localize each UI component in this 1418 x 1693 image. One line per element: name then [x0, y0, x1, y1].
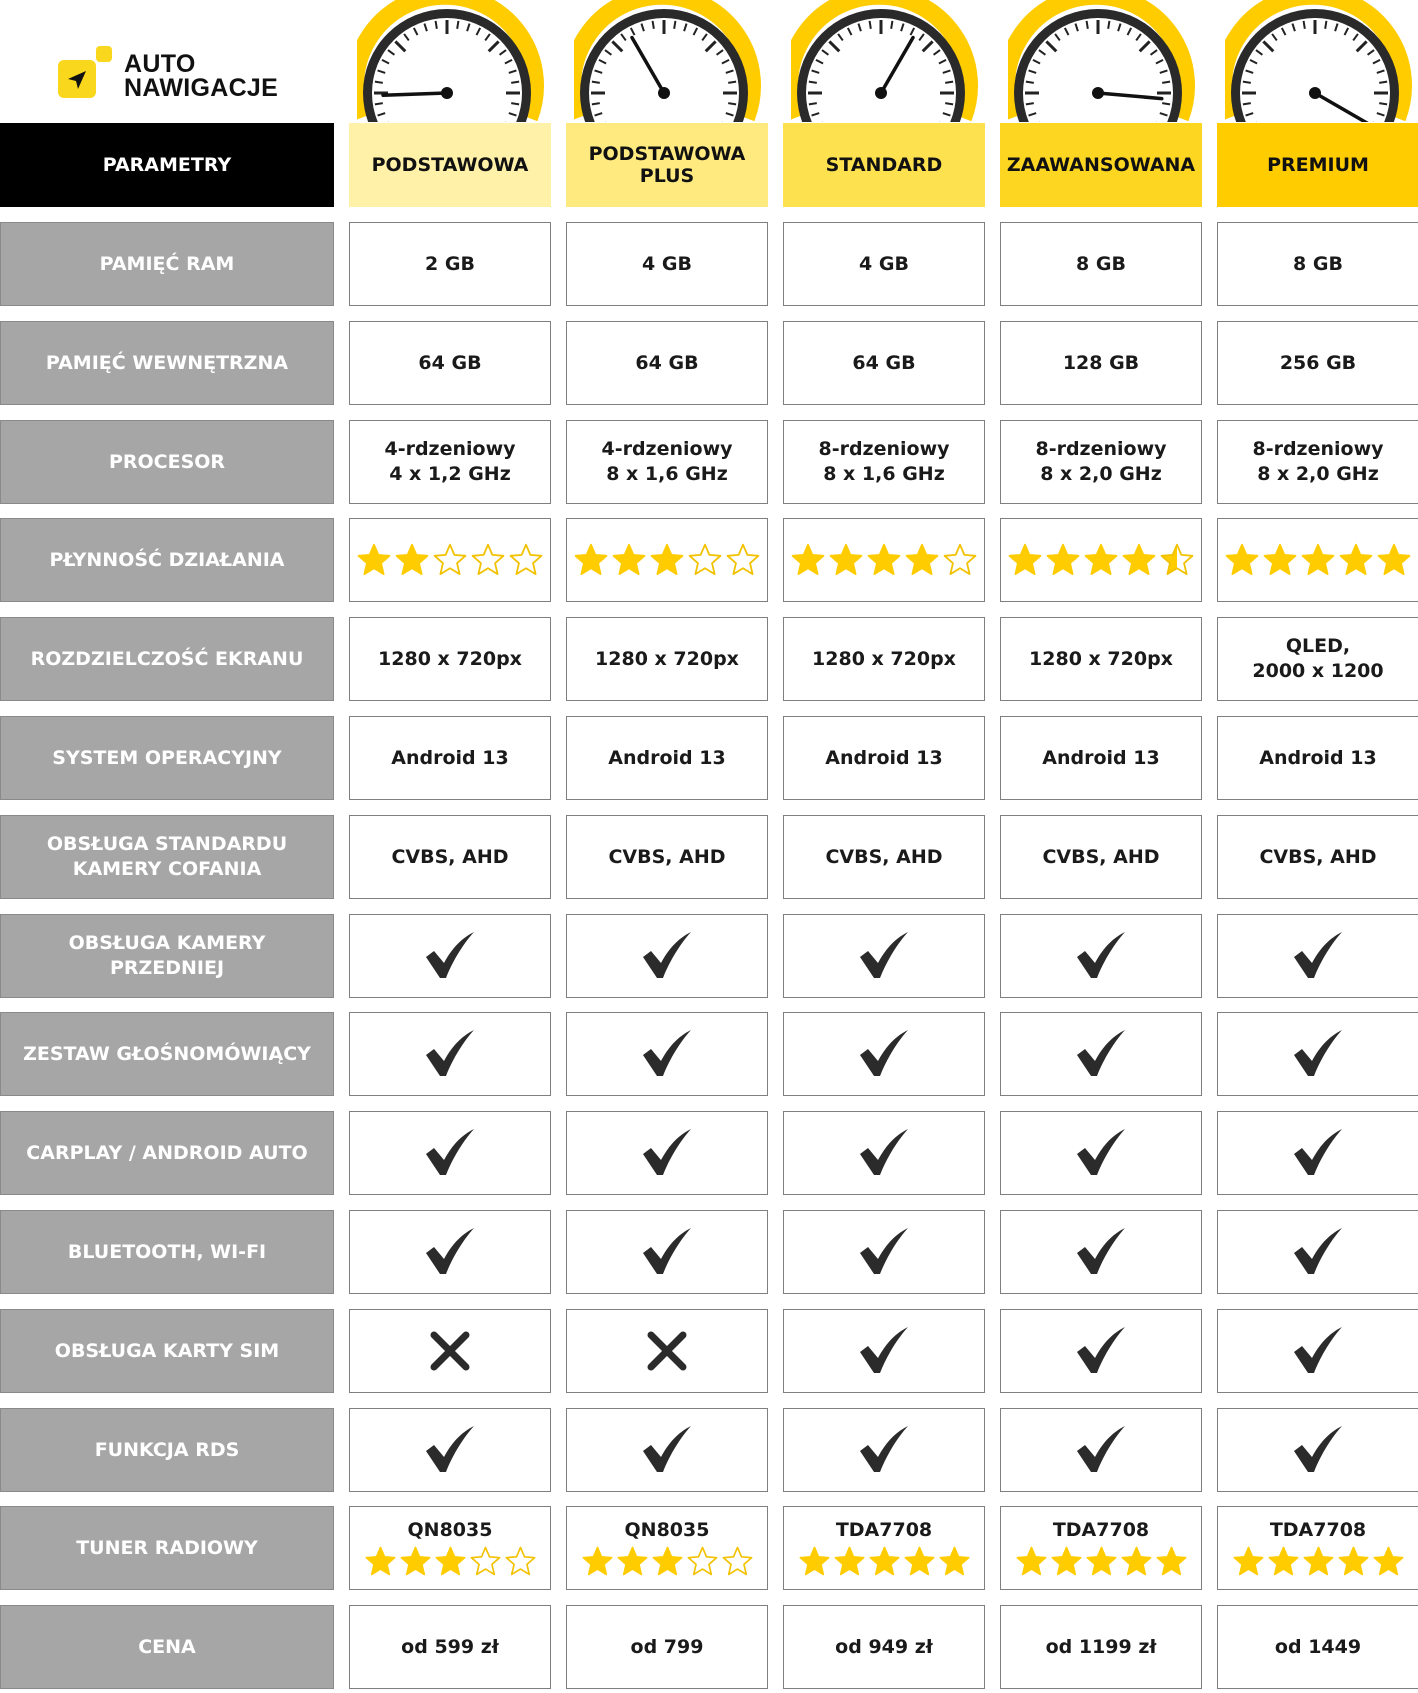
checkmark-icon: [1292, 1028, 1344, 1080]
value-text: 8 x 2,0 GHz: [1257, 463, 1379, 485]
value-cell: [1000, 1111, 1202, 1195]
value-cell: [566, 617, 768, 701]
value-text: Android 13: [608, 746, 726, 769]
star-full-icon: [1085, 1545, 1118, 1578]
value-text: 64 GB: [418, 351, 482, 374]
checkmark-icon: [858, 1028, 910, 1080]
star-rating: [1232, 1545, 1405, 1578]
value-cell: [349, 222, 551, 306]
star-full-icon: [866, 542, 902, 578]
value-text: 4 x 1,2 GHz: [389, 463, 511, 485]
tuner-model: TDA7708: [1269, 1519, 1367, 1541]
value-text: 1280 x 720px: [378, 647, 522, 670]
value-cell: [1000, 1506, 1202, 1590]
row-label: PAMIĘĆ RAM: [0, 222, 334, 306]
star-empty-icon: [504, 1545, 537, 1578]
row-label: ROZDZIELCZOŚĆ EKRANU: [0, 617, 334, 701]
value-cell: [566, 1506, 768, 1590]
value-cell: [1000, 222, 1202, 306]
column-header: PODSTAWOWA: [349, 123, 551, 207]
value-text: 2000 x 1200: [1252, 660, 1384, 682]
column-header: ZAAWANSOWANA: [1000, 123, 1202, 207]
value-cell: [349, 518, 551, 602]
star-full-icon: [828, 542, 864, 578]
value-cell: [1217, 420, 1418, 504]
checkmark-icon: [858, 930, 910, 982]
value-cell: [566, 815, 768, 899]
value-cell: [783, 1408, 985, 1492]
star-rating: [798, 1545, 971, 1578]
value-cell: [566, 1111, 768, 1195]
value-text: CVBS, AHD: [1259, 845, 1377, 868]
star-empty-icon: [942, 542, 978, 578]
star-full-icon: [1007, 542, 1043, 578]
star-empty-icon: [470, 542, 506, 578]
value-cell: [349, 617, 551, 701]
star-full-icon: [904, 542, 940, 578]
value-cell: [783, 420, 985, 504]
value-text: od 1449: [1274, 1635, 1362, 1658]
value-text: 8-rdzeniowy: [1252, 438, 1384, 460]
speedometer-icon: [574, 0, 774, 122]
value-cell: [1000, 1408, 1202, 1492]
checkmark-icon: [1292, 1127, 1344, 1179]
star-full-icon: [938, 1545, 971, 1578]
checkmark-icon: [1075, 1127, 1127, 1179]
logo-line-2: NAWIGACJE: [124, 74, 279, 102]
value-cell: [1217, 914, 1418, 998]
star-full-icon: [1300, 542, 1336, 578]
star-rating: [573, 542, 761, 578]
value-cell: [1217, 1111, 1418, 1195]
value-cell: [783, 518, 985, 602]
checkmark-icon: [424, 1028, 476, 1080]
value-text: 4 GB: [642, 252, 692, 275]
value-text: 8 x 1,6 GHz: [823, 463, 945, 485]
value-text: 1280 x 720px: [1029, 647, 1173, 670]
checkmark-icon: [641, 930, 693, 982]
value-cell: [349, 1309, 551, 1393]
value-text: 1280 x 720px: [595, 647, 739, 670]
logo-dot: [96, 46, 112, 62]
star-full-icon: [1045, 542, 1081, 578]
value-text: 64 GB: [635, 351, 699, 374]
value-text: CVBS, AHD: [391, 845, 509, 868]
star-full-icon: [1224, 542, 1260, 578]
value-cell: [566, 518, 768, 602]
value-text: 1280 x 720px: [812, 647, 956, 670]
value-cell: [349, 1408, 551, 1492]
value-cell: [349, 1506, 551, 1590]
value-cell: [1217, 1605, 1418, 1689]
row-label: OBSŁUGA KAMERY PRZEDNIEJ: [0, 914, 334, 998]
value-cell: [1000, 1605, 1202, 1689]
row-label: ZESTAW GŁOŚNOMÓWIĄCY: [0, 1012, 334, 1096]
speedometer-icon: [1225, 0, 1418, 122]
value-cell: [783, 716, 985, 800]
value-cell: [349, 1210, 551, 1294]
value-cell: [783, 1506, 985, 1590]
checkmark-icon: [1075, 1226, 1127, 1278]
value-cell: [566, 1012, 768, 1096]
star-full-icon: [1232, 1545, 1265, 1578]
value-text: od 1199 zł: [1045, 1635, 1157, 1658]
value-cell: [783, 617, 985, 701]
checkmark-icon: [858, 1424, 910, 1476]
star-rating: [1007, 542, 1195, 578]
checkmark-icon: [641, 1028, 693, 1080]
value-cell: [1000, 914, 1202, 998]
value-text: Android 13: [825, 746, 943, 769]
value-cell: [783, 1309, 985, 1393]
row-label: CARPLAY / ANDROID AUTO: [0, 1111, 334, 1195]
row-label: TUNER RADIOWY: [0, 1506, 334, 1590]
star-full-icon: [1121, 542, 1157, 578]
star-full-icon: [1338, 542, 1374, 578]
row-label: PŁYNNOŚĆ DZIAŁANIA: [0, 518, 334, 602]
value-cell: [1000, 420, 1202, 504]
star-rating: [356, 542, 544, 578]
cross-icon: [429, 1330, 471, 1372]
star-rating: [790, 542, 978, 578]
value-cell: [1217, 815, 1418, 899]
value-cell: [1217, 321, 1418, 405]
star-empty-icon: [686, 1545, 719, 1578]
value-text: 128 GB: [1062, 351, 1140, 374]
star-full-icon: [903, 1545, 936, 1578]
value-cell: [566, 716, 768, 800]
value-cell: [783, 815, 985, 899]
checkmark-icon: [858, 1226, 910, 1278]
star-full-icon: [581, 1545, 614, 1578]
value-cell: [566, 1309, 768, 1393]
value-cell: [349, 420, 551, 504]
star-full-icon: [611, 542, 647, 578]
star-full-icon: [1155, 1545, 1188, 1578]
row-label: CENA: [0, 1605, 334, 1689]
value-cell: [783, 1605, 985, 1689]
value-cell: [783, 1210, 985, 1294]
value-cell: [349, 914, 551, 998]
checkmark-icon: [424, 1424, 476, 1476]
checkmark-icon: [1292, 930, 1344, 982]
value-cell: [1217, 1506, 1418, 1590]
tuner-model: TDA7708: [1052, 1519, 1150, 1541]
value-cell: [349, 1012, 551, 1096]
checkmark-icon: [1292, 1424, 1344, 1476]
value-text: od 599 zł: [401, 1635, 499, 1658]
value-cell: [566, 1408, 768, 1492]
value-text: Android 13: [1042, 746, 1160, 769]
value-text: 2 GB: [425, 252, 475, 275]
row-label: OBSŁUGA KARTY SIM: [0, 1309, 334, 1393]
star-full-icon: [790, 542, 826, 578]
checkmark-icon: [1075, 930, 1127, 982]
row-label: PROCESOR: [0, 420, 334, 504]
star-full-icon: [1376, 542, 1412, 578]
checkmark-icon: [858, 1325, 910, 1377]
star-full-icon: [649, 542, 685, 578]
star-rating: [1224, 542, 1412, 578]
star-full-icon: [1262, 542, 1298, 578]
star-full-icon: [1083, 542, 1119, 578]
value-text: 8-rdzeniowy: [1035, 438, 1167, 460]
value-text: 4-rdzeniowy: [384, 438, 516, 460]
value-cell: [1217, 1309, 1418, 1393]
star-full-icon: [833, 1545, 866, 1578]
star-full-icon: [1302, 1545, 1335, 1578]
row-label: FUNKCJA RDS: [0, 1408, 334, 1492]
checkmark-icon: [641, 1424, 693, 1476]
star-full-icon: [651, 1545, 684, 1578]
tuner-model: QN8035: [624, 1519, 710, 1541]
checkmark-icon: [424, 930, 476, 982]
value-text: 4 GB: [859, 252, 909, 275]
star-full-icon: [1015, 1545, 1048, 1578]
value-cell: [1217, 1210, 1418, 1294]
value-cell: [1217, 518, 1418, 602]
star-full-icon: [394, 542, 430, 578]
value-cell: [1217, 222, 1418, 306]
checkmark-icon: [1292, 1325, 1344, 1377]
star-full-icon: [798, 1545, 831, 1578]
value-text: 8 GB: [1293, 252, 1343, 275]
star-full-icon: [616, 1545, 649, 1578]
value-cell: [783, 914, 985, 998]
value-cell: [1000, 1012, 1202, 1096]
column-header: PREMIUM: [1217, 123, 1418, 207]
star-full-icon: [573, 542, 609, 578]
value-text: Android 13: [391, 746, 509, 769]
value-cell: [1000, 1210, 1202, 1294]
value-cell: [349, 1605, 551, 1689]
value-cell: [783, 222, 985, 306]
value-cell: [1000, 617, 1202, 701]
value-cell: [566, 1605, 768, 1689]
value-text: od 799: [630, 1635, 704, 1658]
star-rating: [581, 1545, 754, 1578]
cross-icon: [646, 1330, 688, 1372]
speedometer-icon: [791, 0, 991, 122]
value-cell: [783, 1111, 985, 1195]
value-cell: [1000, 815, 1202, 899]
value-text: 64 GB: [852, 351, 916, 374]
value-text: Android 13: [1259, 746, 1377, 769]
value-text: 8 GB: [1076, 252, 1126, 275]
value-cell: [783, 321, 985, 405]
value-cell: [1217, 1012, 1418, 1096]
value-text: 256 GB: [1279, 351, 1357, 374]
value-text: 4-rdzeniowy: [601, 438, 733, 460]
star-empty-icon: [721, 1545, 754, 1578]
value-cell: [1000, 321, 1202, 405]
value-cell: [349, 815, 551, 899]
value-cell: [1217, 617, 1418, 701]
value-cell: [566, 420, 768, 504]
value-text: 8 x 2,0 GHz: [1040, 463, 1162, 485]
row-label: SYSTEM OPERACYJNY: [0, 716, 334, 800]
star-full-icon: [364, 1545, 397, 1578]
value-cell: [566, 222, 768, 306]
value-text: CVBS, AHD: [1042, 845, 1160, 868]
brand-logo: [58, 46, 298, 106]
logo-line-1: AUTO: [124, 50, 196, 78]
logo-text: [124, 52, 278, 100]
checkmark-icon: [1075, 1028, 1127, 1080]
star-full-icon: [1337, 1545, 1370, 1578]
tuner-model: QN8035: [407, 1519, 493, 1541]
value-text: CVBS, AHD: [608, 845, 726, 868]
row-label: PAMIĘĆ WEWNĘTRZNA: [0, 321, 334, 405]
star-full-icon: [1267, 1545, 1300, 1578]
star-full-icon: [1050, 1545, 1083, 1578]
value-cell: [349, 321, 551, 405]
value-cell: [1217, 1408, 1418, 1492]
checkmark-icon: [1075, 1325, 1127, 1377]
checkmark-icon: [858, 1127, 910, 1179]
star-rating: [1015, 1545, 1188, 1578]
star-half-icon: [1159, 542, 1195, 578]
value-text: 8 x 1,6 GHz: [606, 463, 728, 485]
column-header: PODSTAWOWA PLUS: [566, 123, 768, 207]
star-empty-icon: [725, 542, 761, 578]
value-cell: [1000, 1309, 1202, 1393]
value-cell: [566, 1210, 768, 1294]
star-empty-icon: [469, 1545, 502, 1578]
star-rating: [364, 1545, 537, 1578]
value-cell: [349, 716, 551, 800]
checkmark-icon: [424, 1127, 476, 1179]
checkmark-icon: [641, 1127, 693, 1179]
star-full-icon: [1120, 1545, 1153, 1578]
tuner-model: TDA7708: [835, 1519, 933, 1541]
value-text: 8-rdzeniowy: [818, 438, 950, 460]
value-cell: [783, 1012, 985, 1096]
star-full-icon: [434, 1545, 467, 1578]
row-label: OBSŁUGA STANDARDU KAMERY COFANIA: [0, 815, 334, 899]
checkmark-icon: [424, 1226, 476, 1278]
value-cell: [1000, 518, 1202, 602]
navigation-arrow-icon: [65, 68, 89, 92]
value-cell: [349, 1111, 551, 1195]
star-full-icon: [356, 542, 392, 578]
parameters-header: PARAMETRY: [0, 123, 334, 207]
speedometer-icon: [357, 0, 557, 122]
column-header: STANDARD: [783, 123, 985, 207]
row-label: BLUETOOTH, WI-FI: [0, 1210, 334, 1294]
checkmark-icon: [1075, 1424, 1127, 1476]
star-full-icon: [1372, 1545, 1405, 1578]
value-cell: [566, 321, 768, 405]
star-full-icon: [399, 1545, 432, 1578]
star-empty-icon: [687, 542, 723, 578]
checkmark-icon: [1292, 1226, 1344, 1278]
checkmark-icon: [641, 1226, 693, 1278]
value-text: od 949 zł: [835, 1635, 933, 1658]
value-cell: [566, 914, 768, 998]
speedometer-icon: [1008, 0, 1208, 122]
value-cell: [1217, 716, 1418, 800]
star-empty-icon: [508, 542, 544, 578]
value-cell: [1000, 716, 1202, 800]
value-text: CVBS, AHD: [825, 845, 943, 868]
star-full-icon: [868, 1545, 901, 1578]
star-empty-icon: [432, 542, 468, 578]
value-text: QLED,: [1285, 635, 1351, 657]
